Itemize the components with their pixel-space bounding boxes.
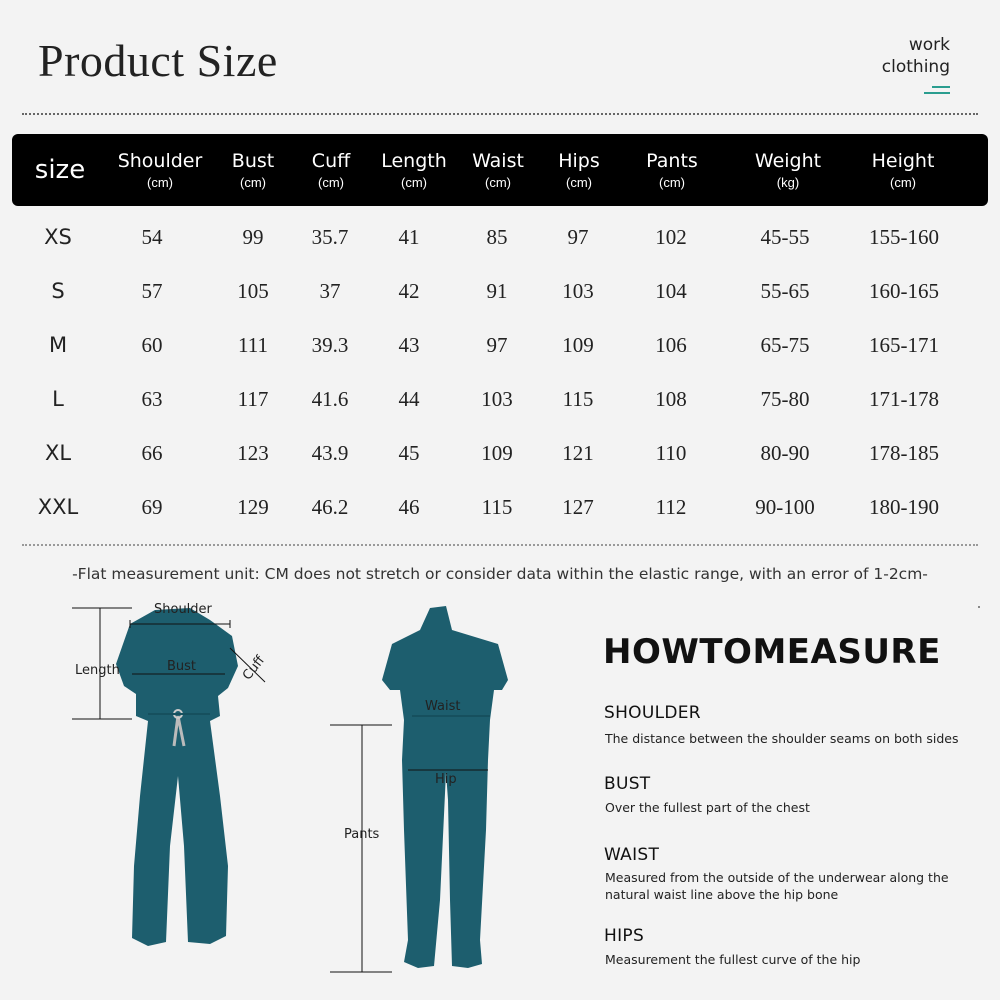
cell-waist: 91 (486, 279, 508, 303)
measure-waist-heading: WAIST (604, 845, 660, 865)
brand-logo (882, 34, 950, 78)
cell-cuff: 35.7 (311, 225, 349, 249)
cell-height: 171-178 (869, 387, 939, 411)
cell-bust: 117 (237, 387, 269, 411)
cell-size: XXL (37, 495, 79, 519)
cell-pants: 106 (655, 333, 687, 357)
cell-pants: 110 (655, 441, 687, 465)
cell-waist: 103 (481, 387, 513, 411)
table-row (0, 210, 1000, 264)
divider-middle (22, 544, 978, 546)
cell-hips: 103 (562, 279, 594, 303)
cell-cuff: 37 (319, 279, 341, 303)
cell-weight: 75-80 (760, 387, 810, 411)
cell-waist: 115 (481, 495, 513, 519)
measure-shoulder-desc: The distance between the shoulder seams on both sides (605, 731, 959, 746)
header-cuff: Cuff (cm) (311, 150, 351, 190)
size-table-header (12, 134, 988, 206)
table-row (0, 426, 1000, 480)
measure-shoulder-heading: SHOULDER (604, 703, 701, 723)
cell-hips: 115 (562, 387, 594, 411)
label-pants: Pants (344, 827, 380, 842)
cell-length: 44 (398, 387, 420, 411)
cell-waist: 97 (486, 333, 508, 357)
cell-height: 165-171 (869, 333, 939, 357)
cell-cuff: 46.2 (311, 495, 349, 519)
cell-shoulder: 66 (141, 441, 163, 465)
header-size: size (34, 155, 86, 185)
cell-shoulder: 69 (141, 495, 163, 519)
cell-height: 160-165 (869, 279, 939, 303)
label-length: Length (75, 663, 120, 678)
header-bust: Bust (cm) (231, 150, 275, 190)
measure-hips-desc: Measurement the fullest curve of the hip (605, 952, 861, 967)
table-row (0, 372, 1000, 426)
cell-height: 180-190 (869, 495, 939, 519)
cell-hips: 121 (562, 441, 594, 465)
table-row (0, 318, 1000, 372)
cell-waist: 85 (486, 225, 508, 249)
decorative-dot (978, 606, 980, 608)
cell-hips: 97 (567, 225, 589, 249)
measure-bust-heading: BUST (604, 774, 651, 794)
cell-cuff: 39.3 (311, 333, 349, 357)
header-waist: Waist (cm) (472, 150, 524, 190)
cell-shoulder: 63 (141, 387, 163, 411)
jumpsuit-front-illustration (60, 596, 300, 986)
label-bust: Bust (167, 659, 197, 674)
cell-cuff: 43.9 (311, 441, 349, 465)
cell-length: 46 (398, 495, 420, 519)
header-weight: Weight (kg) (754, 150, 822, 190)
cell-bust: 99 (242, 225, 264, 249)
brand-line-2: clothing (881, 57, 950, 77)
cell-waist: 109 (481, 441, 513, 465)
cell-length: 41 (398, 225, 420, 249)
label-cuff: Cuff (240, 653, 269, 684)
cell-pants: 104 (655, 279, 687, 303)
cell-pants: 102 (655, 225, 687, 249)
cell-pants: 108 (655, 387, 687, 411)
cell-height: 178-185 (869, 441, 939, 465)
table-row (0, 264, 1000, 318)
cell-bust: 129 (237, 495, 269, 519)
divider-top (22, 113, 978, 115)
cell-shoulder: 57 (141, 279, 163, 303)
cell-weight: 45-55 (760, 225, 810, 249)
cell-length: 42 (398, 279, 420, 303)
cell-size: M (48, 333, 68, 357)
cell-hips: 109 (562, 333, 594, 357)
cell-length: 45 (398, 441, 420, 465)
label-hip: Hip (435, 772, 457, 787)
brand-line-1: work (908, 35, 950, 55)
measure-hips-heading: HIPS (604, 926, 645, 946)
cell-weight: 55-65 (760, 279, 810, 303)
cell-bust: 111 (238, 333, 268, 357)
label-shoulder: Shoulder (154, 602, 212, 617)
label-waist: Waist (425, 699, 461, 714)
cell-size: S (51, 279, 65, 303)
cell-length: 43 (398, 333, 420, 357)
jumpsuit-back-illustration (320, 600, 520, 985)
header-length: Length (cm) (381, 150, 447, 190)
cell-height: 155-160 (869, 225, 939, 249)
header-shoulder: Shoulder (cm) (117, 150, 203, 190)
measurement-note: -Flat measurement unit: CM does not stretch or consider data within the elastic range, with an error of 1-2cm- (72, 565, 928, 583)
cell-weight: 80-90 (760, 441, 810, 465)
cell-weight: 65-75 (760, 333, 810, 357)
cell-size: L (52, 387, 64, 411)
page-title: Product Size (38, 35, 278, 86)
table-row (0, 480, 1000, 534)
cell-bust: 105 (237, 279, 269, 303)
cell-bust: 123 (237, 441, 269, 465)
cell-hips: 127 (562, 495, 594, 519)
cell-shoulder: 54 (141, 225, 163, 249)
cell-cuff: 41.6 (311, 387, 349, 411)
measure-bust-desc: Over the fullest part of the chest (605, 800, 810, 815)
cell-size: XL (44, 441, 72, 465)
header-pants: Pants (cm) (646, 150, 698, 190)
howto-title: HOWTOMEASURE (603, 632, 941, 672)
cell-shoulder: 60 (141, 333, 163, 357)
measure-waist-desc: Measured from the outside of the underwear along the natural waist line above the hip bone (605, 870, 949, 902)
cell-weight: 90-100 (755, 495, 815, 519)
header-hips: Hips (cm) (558, 150, 600, 190)
cell-pants: 112 (655, 495, 687, 519)
brand-mark-icon (924, 86, 950, 95)
header-height: Height (cm) (871, 150, 935, 190)
cell-size: XS (44, 225, 72, 249)
